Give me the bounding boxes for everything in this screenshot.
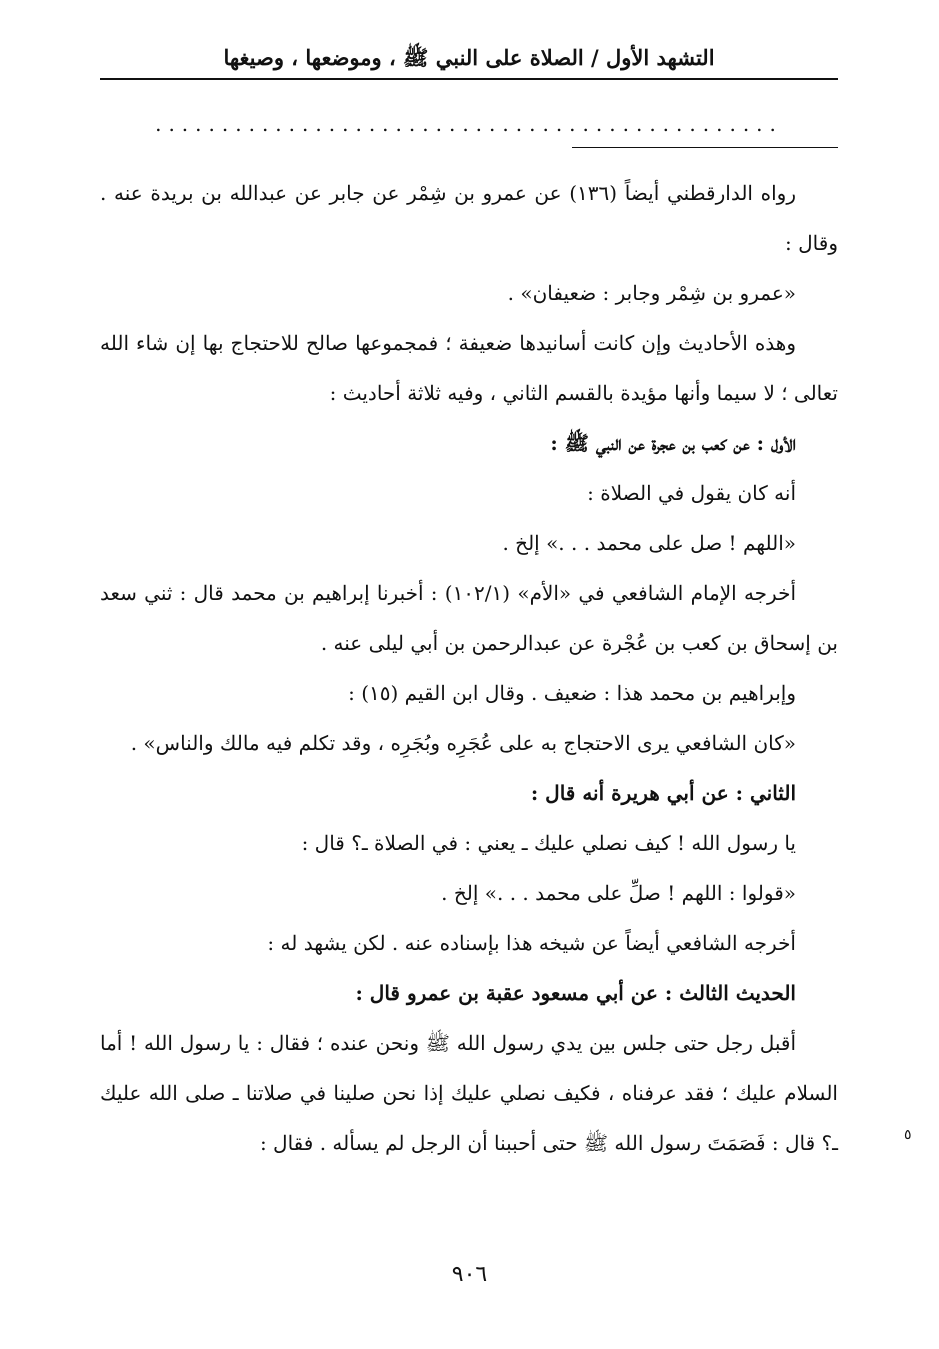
running-header: التشهد الأول / الصلاة على النبي ﷺ ، وموضعها ، وصيغها (223, 45, 715, 70)
heading-first-hadith: الأول : عن كعب بن عجرة عن النبي ﷺ : (550, 431, 796, 455)
paragraph-ibn-qayyim-quote: «كان الشافعي يرى الاحتجاج به على عُجَرِه وبُجَرِه ، وقد تكلم فيه مالك والناس» . (130, 731, 796, 755)
heading-third-hadith: الحديث الثالث : عن أبي مسعود عقبة بن عمرو قال : (355, 981, 796, 1005)
paragraph-aqbala-rajul: أقبل رجل حتى جلس بين يدي رسول الله ﷺ ونحن عنده ؛ فقال : يا رسول الله ! أما السلام عليك ؛ فقد عرفناه ، فكيف نصلي عليك إذا نحن صلينا في صلاتنا ـ صلى الله عليك ـ؟ قال : فَصَمَتَ رسول الله ﷺ حتى أحببنا أن الرجل لم يسأله . فقال : (100, 1031, 838, 1155)
paragraph-allahumma-2: «قولوا : اللهم ! صلِّ على محمد . . .» إلخ . (441, 881, 796, 905)
paragraph-shafii-also: أخرجه الشافعي أيضاً عن شيخه هذا بإسناده عنه . لكن يشهد له : (267, 931, 796, 955)
paragraph-kana-yaqul: أنه كان يقول في الصلاة : (587, 481, 796, 505)
paragraph-quote-weak: «عمرو بن شِمْر وجابر : ضعيفان» . (507, 281, 796, 305)
paragraph-allahumma-1: «اللهم ! صل على محمد . . .» إلخ . (502, 531, 796, 555)
footnote-separator-rule (572, 147, 838, 148)
paragraph-ahadith-weak: وهذه الأحاديث وإن كانت أسانيدها ضعيفة ؛ فمجموعها صالح للاحتجاج بها إن شاء الله تعالى ؛ لا سيما وأنها مؤيدة بالقسم الثاني ، وفيه ثلاثة أحاديث : (100, 331, 838, 405)
page-number: ٩٠٦ (451, 1262, 488, 1287)
paragraph-daraqutni: رواه الدارقطني أيضاً (١٣٦) عن عمرو بن شِمْر عن جابر عن عبدالله بن بريدة عنه . وقال : (100, 181, 838, 255)
paragraph-ya-rasulallah: يا رسول الله ! كيف نصلي عليك ـ يعني : في الصلاة ـ؟ قال : (301, 831, 796, 855)
body-text (100, 168, 838, 1168)
margin-mark: ٥ (904, 1127, 912, 1143)
header-rule (100, 78, 838, 80)
dotted-separator: ............................................... (155, 112, 783, 136)
paragraph-shafii-takhrij: أخرجه الإمام الشافعي في «الأم» (١٠٢/١) : أخبرنا إبراهيم بن محمد قال : ثني سعد بن إسحاق بن كعب بن عُجْرة عن عبدالرحمن بن أبي ليلى عنه . (100, 581, 838, 655)
heading-second-hadith: الثاني : عن أبي هريرة أنه قال : (530, 781, 796, 805)
paragraph-ibrahim-daif: وإبراهيم بن محمد هذا : ضعيف . وقال ابن القيم (١٥) : (348, 681, 796, 705)
